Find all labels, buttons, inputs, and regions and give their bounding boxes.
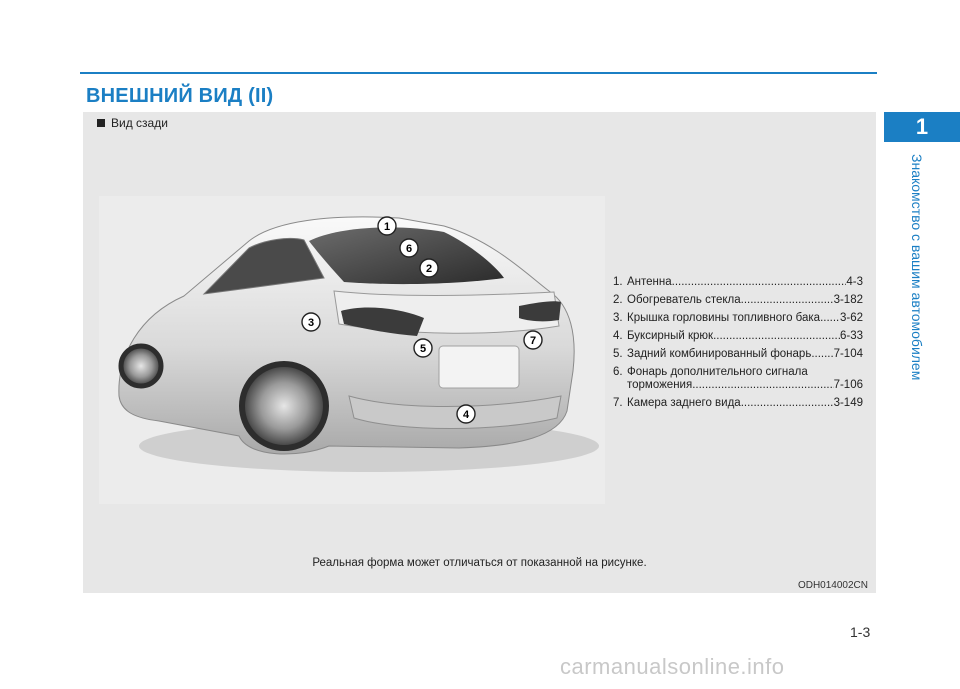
- license-plate-area: [439, 346, 519, 388]
- legend-number: 3.: [613, 312, 623, 324]
- disclaimer-note: Реальная форма может отличаться от показанной на рисунке.: [312, 557, 647, 569]
- legend-number: 4.: [613, 330, 623, 342]
- callout-7: [524, 331, 542, 349]
- legend-number: 1.: [613, 276, 623, 288]
- chapter-tab[interactable]: [884, 112, 960, 142]
- callout-3: [302, 313, 320, 331]
- list-item[interactable]: [613, 348, 863, 361]
- watermark: carmanualsonline.info: [560, 654, 785, 679]
- callout-6: [400, 239, 418, 257]
- legend-text: Антенна: [627, 276, 672, 288]
- legend-page: 3-62: [839, 312, 863, 324]
- figure-panel: [83, 112, 876, 593]
- list-item[interactable]: [613, 294, 863, 307]
- callout-4: [457, 405, 475, 423]
- car-rear-view-illustration: [99, 196, 605, 504]
- figure-caption: [97, 116, 168, 130]
- chapter-title: Знакомство с вашим автомобилем: [909, 153, 925, 381]
- leader-dots: [672, 276, 847, 289]
- legend-text-continued: торможения: [627, 379, 693, 391]
- figure-caption-text: Вид сзади: [111, 116, 168, 130]
- parts-legend: [613, 276, 863, 415]
- list-item[interactable]: [613, 366, 863, 392]
- legend-number: 2.: [613, 294, 623, 306]
- list-item[interactable]: [613, 312, 863, 325]
- leader-dots: [713, 330, 840, 343]
- legend-text: Крышка горловины топливного бака: [627, 312, 821, 324]
- legend-text: Задний комбинированный фонарь: [627, 348, 812, 360]
- list-item[interactable]: [613, 397, 863, 410]
- callout-2: [420, 259, 438, 277]
- leader-dots: [741, 397, 834, 410]
- leader-dots: [811, 348, 833, 361]
- chapter-number: 1: [915, 114, 929, 139]
- legend-page: 7-106: [833, 379, 863, 391]
- legend-page: 7-104: [833, 348, 863, 360]
- legend-number: 5.: [613, 348, 623, 360]
- callout-label: 5: [419, 343, 427, 355]
- leader-dots: [692, 379, 833, 392]
- callout-5: [414, 339, 432, 357]
- legend-page: 6-33: [839, 330, 863, 342]
- rear-wheel: [242, 364, 326, 448]
- callout-1: [378, 217, 396, 235]
- callout-label: 3: [307, 317, 315, 329]
- callout-label: 7: [529, 335, 537, 347]
- legend-page: 4-3: [846, 276, 863, 288]
- callout-label: 1: [383, 221, 391, 233]
- page-number: 1-3: [850, 624, 871, 640]
- legend-page: 3-182: [833, 294, 863, 306]
- callout-label: 4: [462, 409, 470, 421]
- legend-text: Буксирный крюк: [627, 330, 714, 342]
- legend-text: Камера заднего вида: [627, 397, 741, 409]
- callout-label: 2: [425, 263, 433, 275]
- header-rule: [80, 72, 877, 74]
- legend-number: 7.: [613, 397, 623, 409]
- page-title: ВНЕШНИЙ ВИД (II): [86, 85, 274, 107]
- callout-label: 6: [405, 243, 413, 255]
- leader-dots: [820, 312, 840, 325]
- list-item[interactable]: [613, 276, 863, 289]
- square-bullet-icon: [97, 119, 105, 127]
- figure-code: ODH014002CN: [797, 580, 868, 591]
- legend-text: Фонарь дополнительного сигнала: [627, 366, 808, 378]
- legend-number: 6.: [613, 366, 623, 378]
- front-wheel: [121, 346, 161, 386]
- leader-dots: [741, 294, 834, 307]
- legend-page: 3-149: [833, 397, 863, 409]
- list-item[interactable]: [613, 330, 863, 343]
- legend-text: Обогреватель стекла: [627, 294, 741, 306]
